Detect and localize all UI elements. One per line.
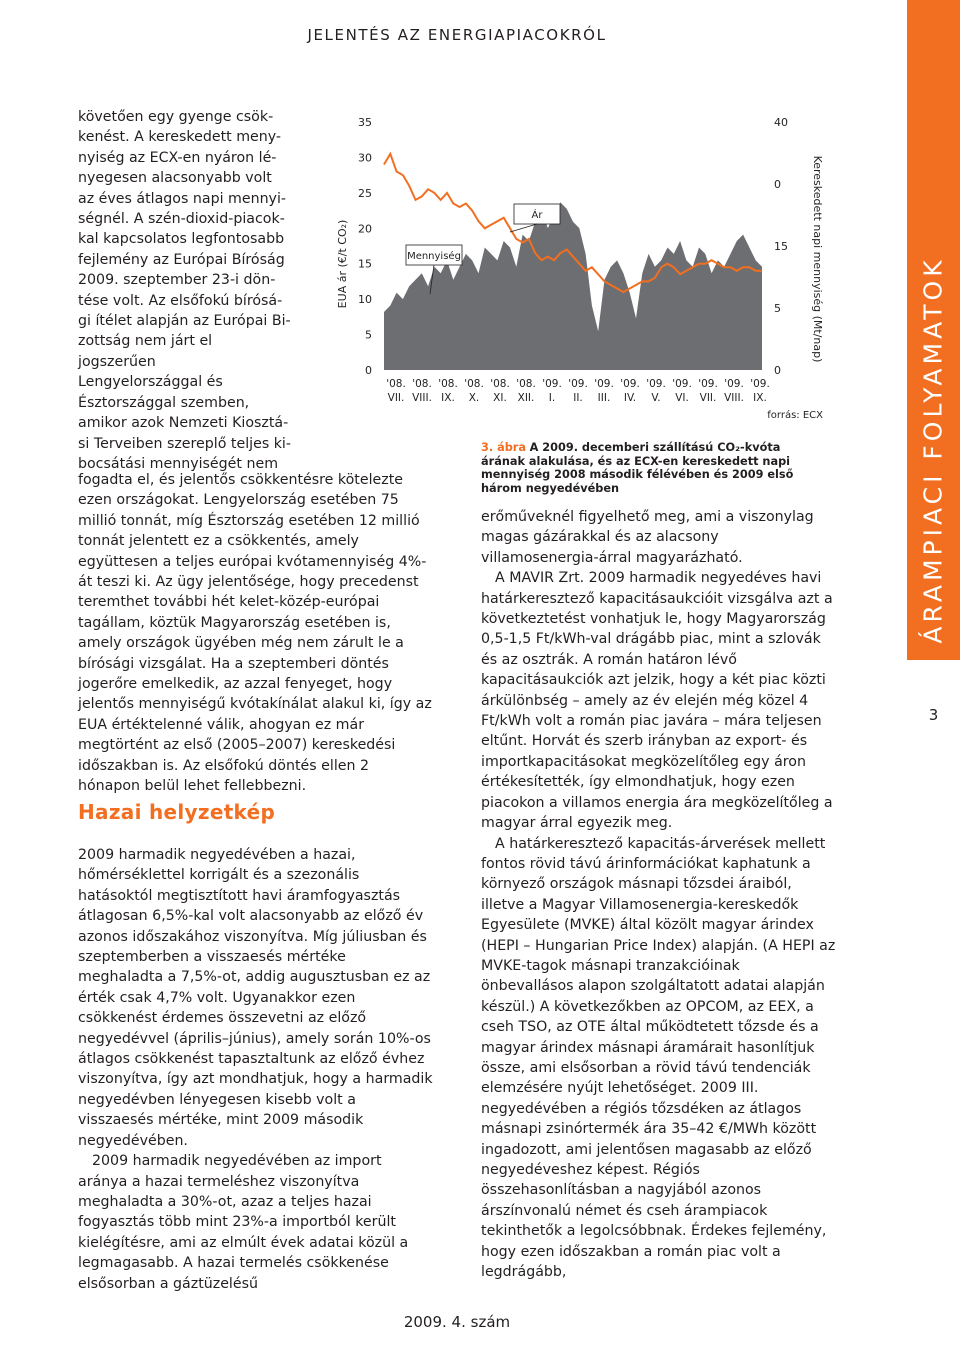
annotation-label: Ár	[531, 210, 543, 221]
x-tick-label-month: XII.	[517, 392, 535, 404]
text-line: 2009. szeptember 23-i dön-	[78, 272, 276, 289]
y-tick-right: 40	[774, 116, 788, 129]
x-tick-label-month: V.	[651, 392, 661, 404]
text-line: zottság nem járt el jogszerűen	[78, 333, 213, 370]
text-line: tése volt. Az elsőfokú bírósá-	[78, 292, 283, 309]
x-tick-label-year: '08.	[464, 378, 484, 390]
body-paragraph: erőműveknél figyelhető meg, ami a viszonylag magas gázárakkal és az alacsony villamosenergia-árral magyarázható.	[481, 509, 814, 566]
y-tick-right: 5	[774, 302, 781, 315]
x-tick-label-year: '09.	[750, 378, 770, 390]
footer-issue: 2009. 4. szám	[403, 1313, 511, 1331]
figure-caption	[481, 441, 826, 495]
annotation-label: Mennyiség	[407, 251, 461, 262]
chart-svg	[330, 104, 830, 439]
y-tick-left: 5	[365, 328, 372, 342]
chart-source: forrás: ECX	[767, 410, 823, 421]
sidebar-section-title: ÁRAMPIACI FOLYAMATOK	[918, 256, 948, 644]
x-tick-label-year: '08.	[386, 378, 406, 390]
x-tick-label-year: '08.	[412, 378, 432, 390]
x-tick-label-month: I.	[548, 392, 556, 404]
text-line: bocsátási mennyiségét nem	[78, 455, 279, 472]
x-tick-label-month: VII.	[387, 392, 405, 404]
figure-chart	[330, 104, 830, 439]
y-tick-right: 0	[774, 178, 781, 191]
column-a-narrow-text	[78, 107, 293, 474]
text-line: az éves átlagos napi mennyi-	[78, 190, 287, 207]
x-tick-label-year: '09.	[724, 378, 744, 390]
x-tick-label-month: IX.	[441, 392, 455, 404]
x-tick-label-month: VIII.	[724, 392, 744, 404]
y-tick-left: 15	[358, 257, 372, 271]
x-tick-label-year: '08.	[438, 378, 458, 390]
caption-text: A 2009. decemberi szállítású CO₂-kvóta árának alakulása, és az ECX-en kereskedett napi mennyiség 2008 második félévében és 2009 első három negyedévében	[481, 441, 794, 495]
x-tick-label-month: II.	[573, 392, 583, 404]
y-axis-label-right: Kereskedett napi mennyiség (Mt/nap)	[811, 155, 824, 363]
text-line: gi ítélet alapján az Európai Bi-	[78, 313, 291, 330]
text-line: ségnél. A szén-dioxid-piacok-	[78, 211, 285, 228]
volume-area-series	[384, 202, 762, 370]
text-line: követően egy gyenge csök-	[78, 109, 274, 125]
text-line: kal kapcsolatos legfontosabb	[78, 231, 285, 248]
y-axis-label-left: EUA ár (€/t CO₂)	[336, 219, 349, 309]
x-tick-label-year: '09.	[698, 378, 718, 390]
x-tick-label-year: '08.	[516, 378, 536, 390]
body-paragraph: 2009 harmadik negyedévében az import aránya a hazai termeléshez viszonyítva meghaladta a 30%-ot, azaz a teljes hazai fogyasztás több mint 23%-a importból került kielégítésre, ami az elmúlt évek adatai közül a legmagasabb. A hazai termelés csökkenése elsősorban a gáztüzelésű	[78, 1153, 409, 1292]
column-a-lower-text	[78, 845, 433, 1294]
section-heading: Hazai helyzetkép	[78, 800, 276, 824]
x-tick-label-month: X.	[468, 392, 480, 404]
x-tick-label-year: '09.	[672, 378, 692, 390]
text-line: fejlemény az Európai Bíróság	[78, 251, 285, 268]
body-paragraph: 2009 harmadik negyedévében a hazai, hőmérséklettel korrigált és a szezonális hatásoktól megtisztított havi áramfogyasztás átlagosan 6,5%-kal volt alacsonyabb az előző év azonos időszakához viszonyítva. Míg júliusban és szeptemberben a visszaesés mértéke meghaladta a 7,5%-ot, addig augusztusban ez az érték csak 4,7% volt. Ugyanakkor ezen csökkenést érdemes összevetni az előző negyedévvel (április–június), amely során 10%-os átlagos csökkenést tapasztaltunk az előző évhez viszonyítva, így azt mondhatjuk, hogy a harmadik negyedévben lényegesen kisebb volt a visszaesés mértéke, mint 2009 második negyedévében.	[78, 847, 433, 1149]
y-tick-left: 30	[358, 151, 372, 165]
caption-number: 3. ábra	[481, 441, 526, 454]
y-tick-right: 0	[774, 364, 781, 377]
body-paragraph: A határkeresztező kapacitás-árverések mellett fontos rövid távú árinformációkat kaphatunk a környező országok másnapi tőzsdei áraiból, illetve a Magyar Villamosenergia-kereskedők Egyesülete (MVKE) által közölt magyar árindex (HEPI – Hungarian Price Index) alapján. (A HEPI az MVKE-tagok másnapi tranzakcióinak önbevallásos alapon szolgáltatott adatai alapján készül.) A következőkben az OPCOM, az EEX, a cseh TSO, az OTE által működtetett tőzsde és a magyar árindex másnapi áramárait hasonlítjuk össze, ami elsősorban a rövid távú tendenciák elemzésére nyújt lehetőséget. 2009 III. negyedévében a régiós tőzsdéken az átlagos másnapi zsinórtermék ára 35–42 €/MWh között ingadozott, ami jelentősen magasabb az előző negyedéveshez képest. Régiós összehasonlításban a nagyjából azonos árszínvonalú német és cseh árampiacok tekinthetők a legolcsóbbnak. Érdekes fejlemény, hogy ezen időszakban a román piac volt a legdrágább,	[481, 835, 836, 1281]
column-a-paragraph-continued: fogadta el, és jelentős csökkentésre kötelezte ezen országokat. Lengyelország esetében 75 millió tonnát, míg Észtország esetében 12 millió tonnát jelentett ez a csökkentés, amely együttesen a teljes európai kvótamennyiség 4%-át teszi ki. Az ügy jelentősége, hogy precedenst teremthet további hét kelet-közép-európai tagállam, köztük Magyarország esetében is, amely országok ügyében még nem zárult le a bírósági vizsgálat. Ha a szeptemberi döntés jogerőre emelkedik, az azzal fenyeget, hogy jelentős mennyiségű kvótakínálat alakul ki, így az EUA értéktelenné válik, ahogyan ez már megtörtént az első (2005–2007) kereskedési időszakban is. Az elsőfokú döntés ellen 2 hónapon belül lehet fellebbezni.	[78, 472, 432, 795]
y-tick-left: 10	[358, 293, 372, 307]
x-tick-label-month: IV.	[623, 392, 637, 404]
x-tick-label-year: '09.	[620, 378, 640, 390]
y-tick-left: 20	[358, 222, 372, 236]
x-tick-label-month: VIII.	[412, 392, 432, 404]
x-tick-label-year: '09.	[594, 378, 614, 390]
x-tick-label-month: IX.	[753, 392, 767, 404]
running-header: JELENTÉS AZ ENERGIAPIACOKRÓL	[307, 26, 607, 44]
x-tick-label-month: VII.	[699, 392, 717, 404]
x-tick-label-year: '09.	[542, 378, 562, 390]
x-tick-label-month: VI.	[675, 392, 689, 404]
text-line: nyegesen alacsonyabb volt	[78, 170, 272, 187]
y-tick-left: 0	[365, 364, 372, 377]
y-tick-left: 25	[358, 186, 372, 200]
text-line: nyiség az ECX-en nyáron lé-	[78, 149, 277, 166]
text-line: Lengyelországgal és	[78, 374, 223, 391]
body-paragraph: A MAVIR Zrt. 2009 harmadik negyedéves havi határkeresztező kapacitásaukcióit vizsgálva azt a következtetést vonhatjuk le, hogy Magyarország 0,5-1,5 Ft/kWh-val drágább piac, mint a szlovák és az osztrák. A román határon lévő kapacitásaukciók azt jelzik, hogy a két piac közti árkülönbség – amely az év elején még közel 4 Ft/kWh volt a román piac javára – mára teljesen eltűnt. Horvát és szerb irányban az export- és importkapacitásokat megközelítőleg egy áron értékesítették, így elmondhatjuk, hogy ezen piacokon a villamos energia ára megközelítőleg a magyar árral egyezik meg.	[481, 570, 833, 832]
text-line: si Terveiben szereplő teljes ki-	[78, 435, 291, 452]
x-tick-label-year: '08.	[490, 378, 510, 390]
text-line: amikor azok Nemzeti Kiosztá-	[78, 415, 289, 432]
x-tick-label-year: '09.	[646, 378, 666, 390]
text-line: Észtországgal szemben,	[78, 394, 250, 411]
y-tick-right: 15	[774, 240, 788, 253]
y-tick-left: 35	[358, 116, 372, 129]
column-b-text	[481, 507, 836, 1282]
text-line: kenést. A kereskedett meny-	[78, 129, 282, 146]
x-tick-label-month: XI.	[493, 392, 507, 404]
page-number: 3	[928, 706, 939, 724]
x-tick-label-year: '09.	[568, 378, 588, 390]
x-tick-label-month: III.	[597, 392, 611, 404]
